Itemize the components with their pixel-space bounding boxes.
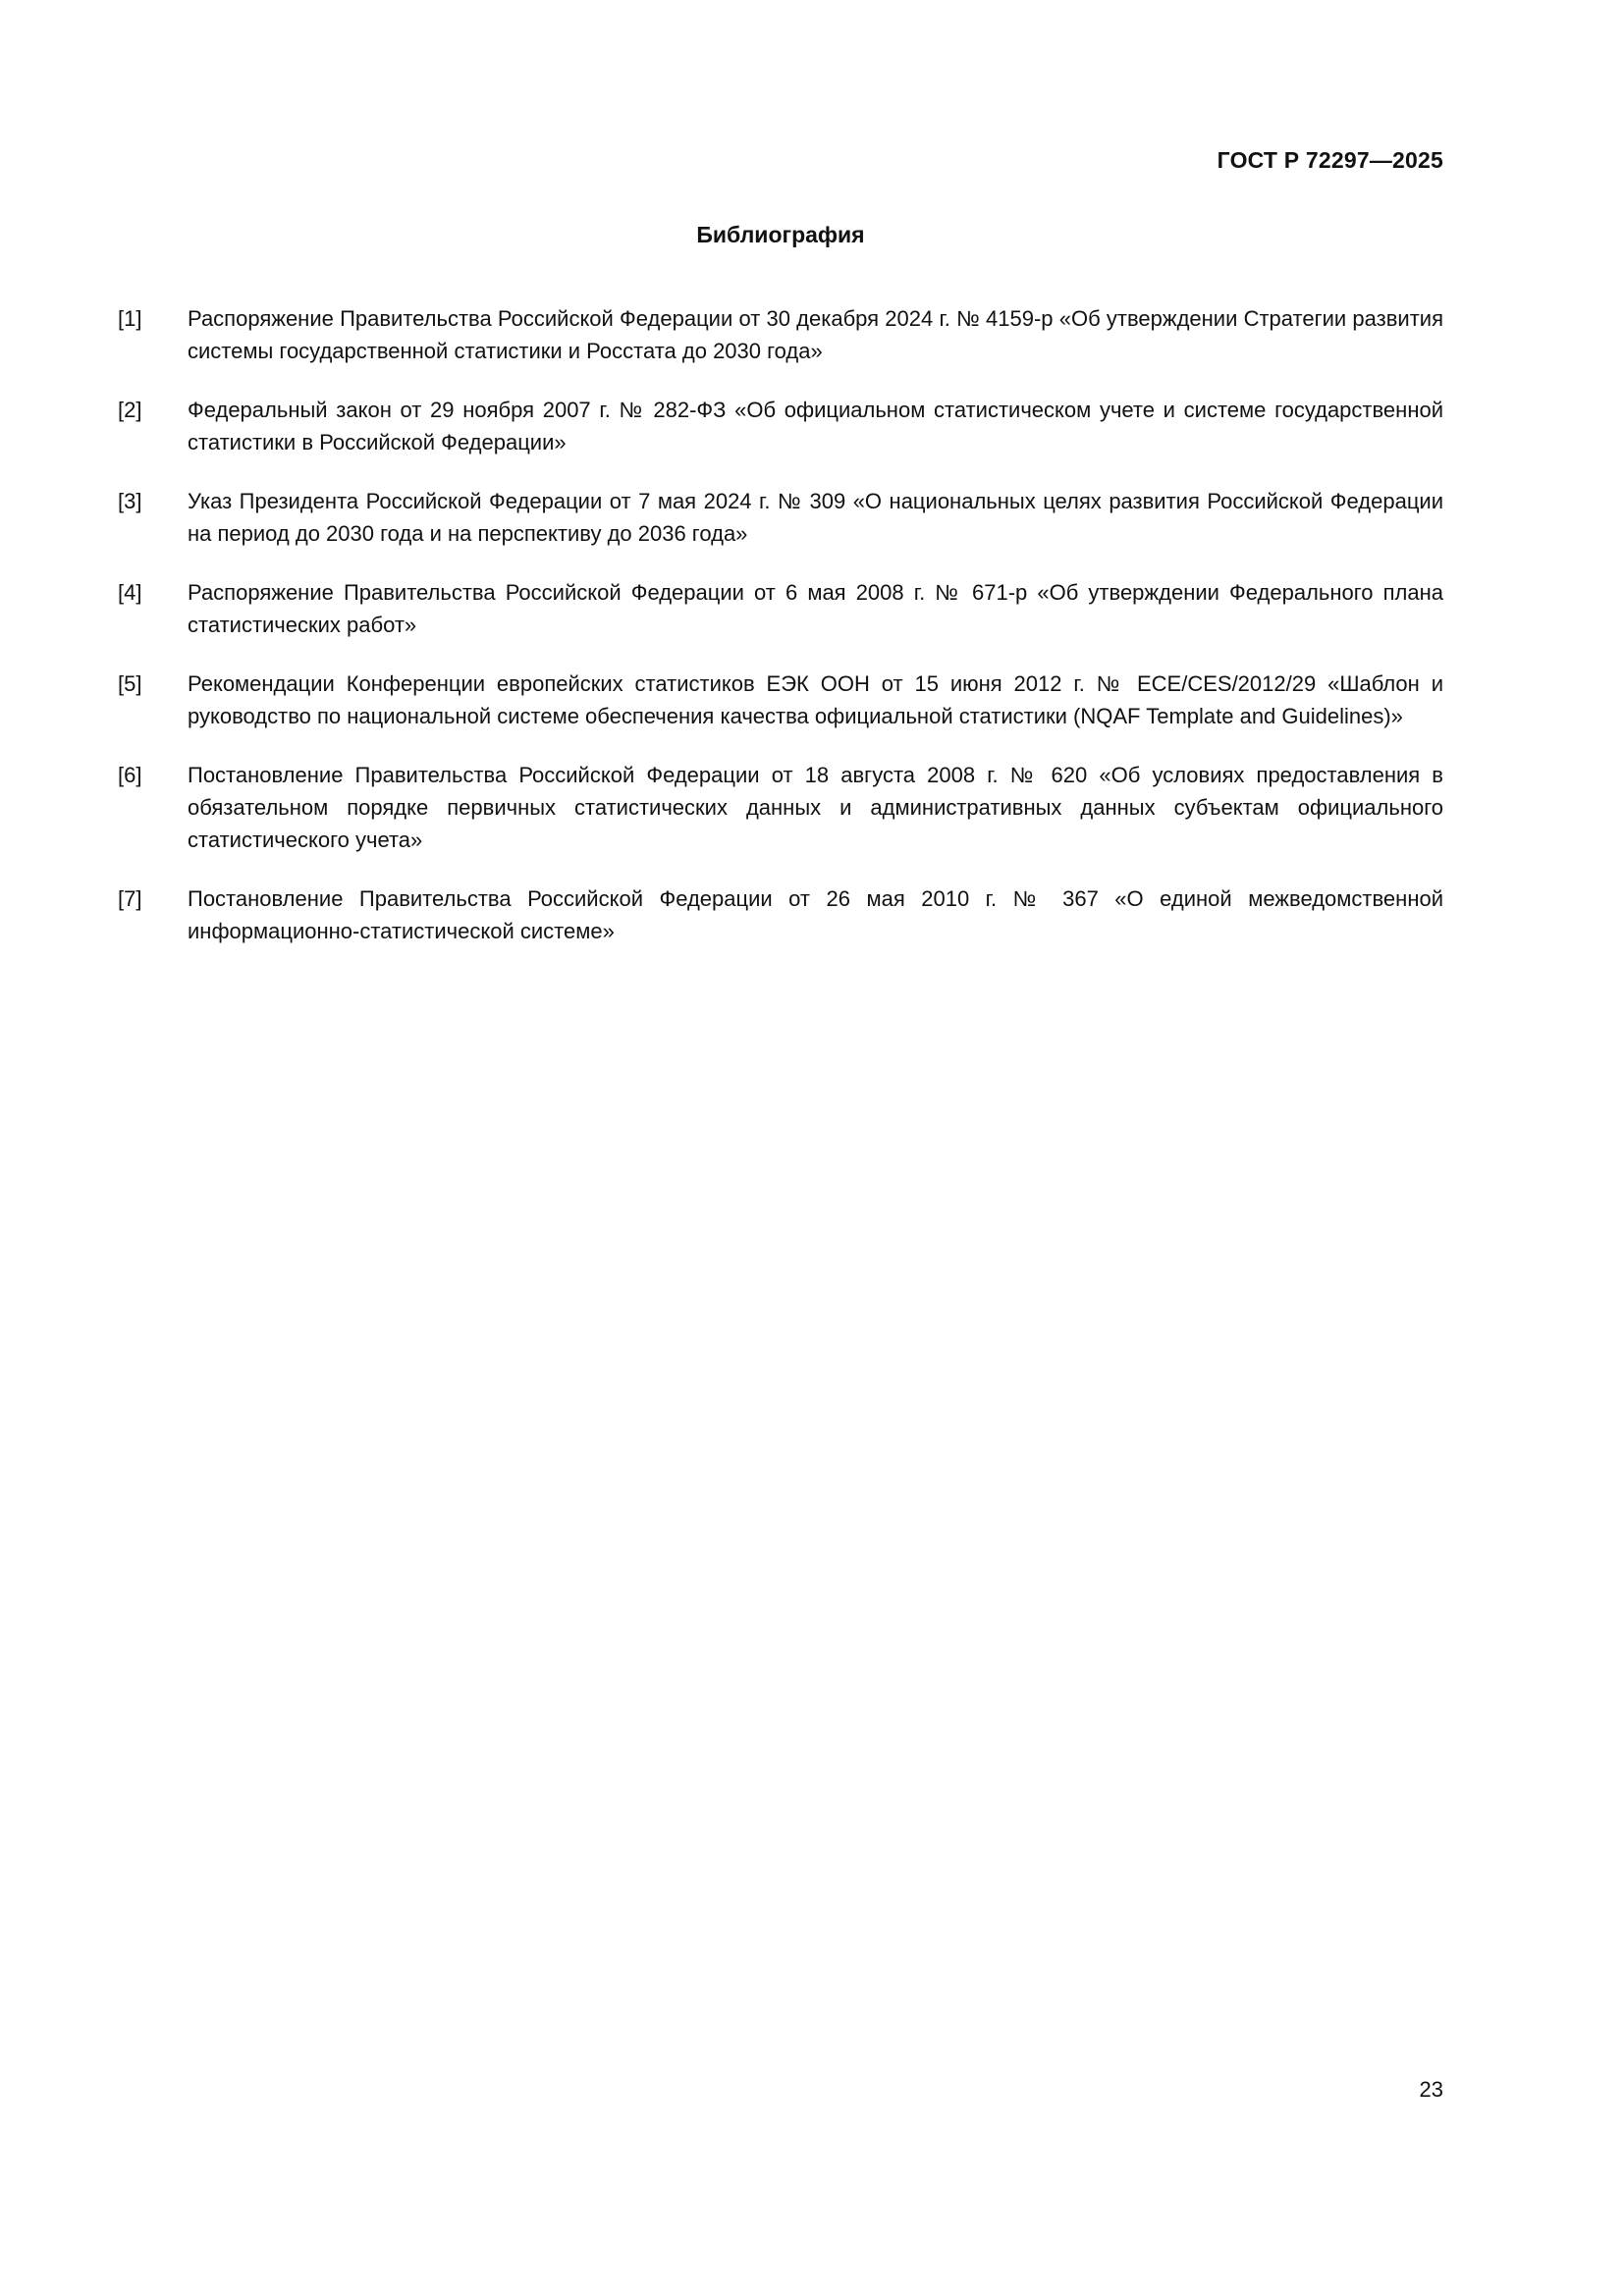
document-code-header: ГОСТ Р 72297—2025 [1217, 147, 1443, 173]
entry-text: Постановление Правительства Российской Федерации от 26 мая 2010 г. № 367 «О единой межведомственной информационно-статистической системе» [188, 886, 1443, 943]
entry-number: [5] [118, 671, 142, 696]
bibliography-entry [118, 302, 1443, 367]
bibliography-entry [118, 394, 1443, 458]
page-title: Библиография [696, 222, 865, 247]
entry-text: Указ Президента Российской Федерации от 7 мая 2024 г. № 309 «О национальных целях развития Российской Федерации на период до 2030 года и на перспективу до 2036 года» [188, 489, 1443, 546]
bibliography-entry [118, 759, 1443, 856]
entry-number: [6] [118, 763, 142, 787]
entry-text: Распоряжение Правительства Российской Федерации от 30 декабря 2024 г. № 4159-р «Об утверждении Стратегии развития системы государственной статистики и Росстата до 2030 года» [188, 306, 1443, 363]
bibliography-entry [118, 667, 1443, 732]
bibliography-entry [118, 485, 1443, 550]
entry-number: [2] [118, 398, 142, 422]
page-number: 23 [1419, 2077, 1443, 2102]
entry-number: [3] [118, 489, 142, 513]
entry-text: Постановление Правительства Российской Федерации от 18 августа 2008 г. № 620 «Об условиях предоставления в обязательном порядке первичных статистических данных и административных данных субъектам официального статистического учета» [188, 763, 1443, 852]
entry-text: Рекомендации Конференции европейских статистиков ЕЭК ООН от 15 июня 2012 г. № ECE/CES/2012/29 «Шаблон и руководство по национальной системе обеспечения качества официальной статистики (NQAF Template and Guidelines)» [188, 671, 1443, 728]
entry-text: Распоряжение Правительства Российской Федерации от 6 мая 2008 г. № 671-р «Об утверждении Федерального плана статистических работ» [188, 580, 1443, 637]
bibliography-entry [118, 576, 1443, 641]
entry-text: Федеральный закон от 29 ноября 2007 г. № 282-ФЗ «Об официальном статистическом учете и системе государственной статистики в Российской Федерации» [188, 398, 1443, 454]
bibliography-list [118, 302, 1443, 974]
entry-number: [1] [118, 306, 142, 331]
entry-number: [4] [118, 580, 142, 605]
bibliography-entry [118, 882, 1443, 947]
entry-number: [7] [118, 886, 142, 911]
